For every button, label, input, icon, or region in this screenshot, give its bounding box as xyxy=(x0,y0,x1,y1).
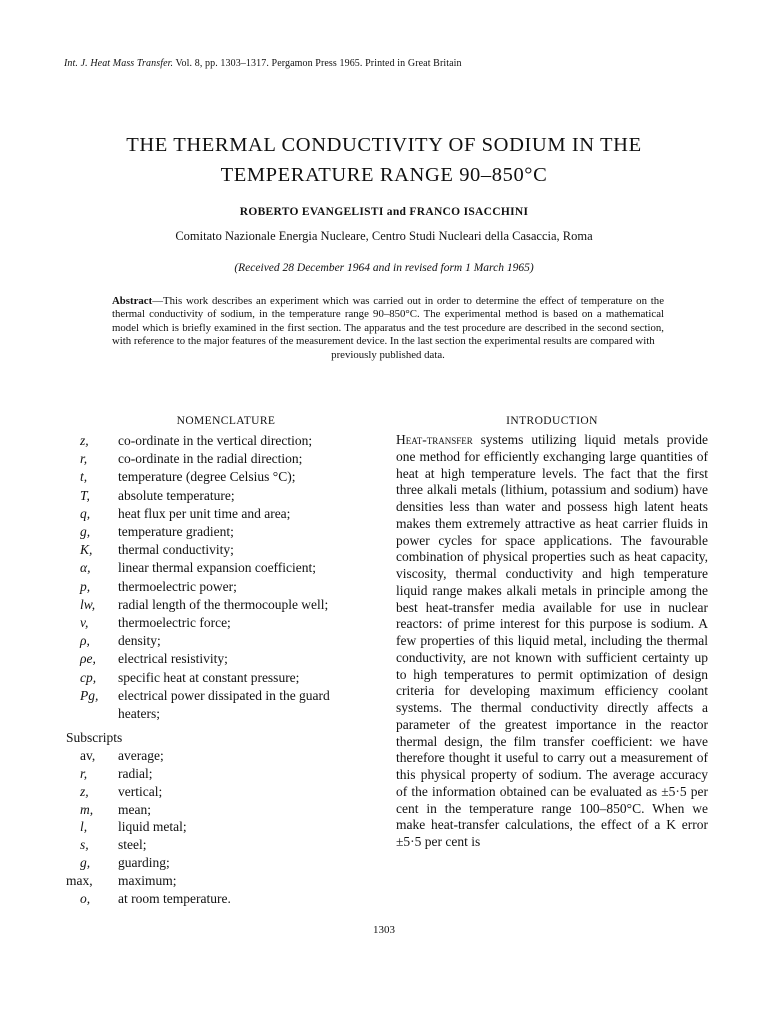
introduction-heading: INTRODUCTION xyxy=(506,415,598,427)
subscript-item xyxy=(66,872,386,890)
symbol: av, xyxy=(80,748,96,764)
definition: co-ordinate in the radial direction; xyxy=(118,451,303,467)
subscript-item xyxy=(66,890,386,908)
definition: absolute temperature; xyxy=(118,487,235,503)
definition: at room temperature. xyxy=(118,890,231,906)
symbol: t, xyxy=(80,469,88,485)
abstract-body: —This work describes an experiment which was carried out in order to determine the effect of temperature on the thermal conductivity of sodium, in the temperature range 90–850°C. The experimental method is based on a mathematical model which is briefly examined in the first section. The apparatus and the test procedure are described in the second section, with reference to the major features of the measurement device. In the last section the experimental results are compared with xyxy=(112,295,664,348)
definition: heaters; xyxy=(118,706,160,722)
introduction-lead: Heat-transfer xyxy=(396,432,473,447)
symbol: cp, xyxy=(80,669,97,685)
symbol: ρe, xyxy=(80,651,96,667)
subscript-item xyxy=(66,854,386,872)
nomenclature-item xyxy=(66,468,386,486)
nomenclature-item xyxy=(66,487,386,505)
received-date: (Received 28 December 1964 and in revised form 1 March 1965) xyxy=(234,262,534,274)
symbol: v, xyxy=(80,615,89,631)
introduction-body: systems utilizing liquid metals provide one method for efficiently exchanging large quantities of heat at high temperature levels. The fact that the first three alkali metals (lithium, potassium and sodium) have densities less than water and possess high latent heats makes them extremely attractive as heat carrier fluids in power cycles for space applications. The favourable combination of physical properties such as heat capacity, viscosity, thermal conductivity and high temperature liquid range makes alkali metals in principle among the best heat-transfer media available for use in nuclear reactors: of prime interest for this purpose is sodium. A few properties of this liquid metal, including the thermal conductivity, are not known with sufficient certainty up to high temperatures to permit optimization of design criteria for developing maximum efficiency coolant systems. The thermal conductivity directly affects a parameter of the greatest importance in the reactor thermal design, the film transfer coefficient: we have therefore thought it useful to carry out a measurement of this physical property of sodium. The average accuracy of the information obtained can be evaluated as ±5·5 per cent in the temperature range 100–850°C. When we make heat-transfer calculations, the effect of a K error ±5·5 per cent is xyxy=(396,432,708,849)
authors: ROBERTO EVANGELISTI and FRANCO ISACCHINI xyxy=(239,206,529,218)
symbol: z, xyxy=(80,783,89,799)
symbol: K, xyxy=(80,542,93,558)
definition: density; xyxy=(118,633,161,649)
citation-info: Vol. 8, pp. 1303–1317. Pergamon Press 1965. Printed in Great Britain xyxy=(175,58,462,69)
abstract-label: Abstract xyxy=(112,295,153,307)
definition: radial; xyxy=(118,766,153,782)
journal-name: Int. J. Heat Mass Transfer. xyxy=(64,58,174,69)
nomenclature-item xyxy=(66,505,386,523)
symbol: q, xyxy=(80,505,91,521)
nomenclature-list xyxy=(66,432,386,723)
definition: thermoelectric power; xyxy=(118,578,237,594)
definition: liquid metal; xyxy=(118,819,187,835)
nomenclature-item xyxy=(66,632,386,650)
nomenclature-column xyxy=(66,415,386,907)
page-number: 1303 xyxy=(373,924,395,936)
symbol: s, xyxy=(80,837,89,853)
paper-title-line-1: THE THERMAL CONDUCTIVITY OF SODIUM IN THE xyxy=(126,134,642,156)
symbol: T, xyxy=(80,487,90,503)
nomenclature-item xyxy=(66,541,386,559)
paper-title-line-2: TEMPERATURE RANGE 90–850°C xyxy=(220,164,548,186)
subscript-item xyxy=(66,818,386,836)
symbol: ρ, xyxy=(80,633,90,649)
definition: electrical resistivity; xyxy=(118,651,228,667)
nomenclature-item xyxy=(66,596,386,614)
nomenclature-item xyxy=(66,450,386,468)
nomenclature-item xyxy=(66,687,386,705)
subscript-item xyxy=(66,836,386,854)
symbol: m, xyxy=(80,801,94,817)
symbol: lw, xyxy=(80,596,96,612)
subscript-item xyxy=(66,783,386,801)
running-header xyxy=(64,58,462,69)
definition: thermoelectric force; xyxy=(118,615,231,631)
definition: temperature (degree Celsius °C); xyxy=(118,469,296,485)
symbol: Pg, xyxy=(80,687,99,703)
definition: heat flux per unit time and area; xyxy=(118,505,291,521)
symbol: r, xyxy=(80,766,88,782)
symbol xyxy=(66,705,118,723)
definition: specific heat at constant pressure; xyxy=(118,669,300,685)
subscript-item xyxy=(66,747,386,765)
introduction-text xyxy=(396,432,708,851)
symbol: l, xyxy=(80,819,88,835)
nomenclature-item xyxy=(66,432,386,450)
definition: electrical power dissipated in the guard xyxy=(118,687,330,703)
definition: mean; xyxy=(118,801,151,817)
definition: co-ordinate in the vertical direction; xyxy=(118,433,313,448)
nomenclature-heading: NOMENCLATURE xyxy=(176,415,276,427)
definition: temperature gradient; xyxy=(118,524,234,540)
subscript-item xyxy=(66,801,386,819)
subscripts-heading: Subscripts xyxy=(66,730,123,746)
definition: thermal conductivity; xyxy=(118,542,234,558)
introduction-column xyxy=(396,415,708,851)
symbol: α, xyxy=(80,560,91,576)
nomenclature-item xyxy=(66,559,386,577)
abstract-last-line: previously published data. xyxy=(331,348,445,361)
affiliation: Comitato Nazionale Energia Nucleare, Centro Studi Nucleari della Casaccia, Roma xyxy=(175,229,593,243)
nomenclature-item xyxy=(66,705,386,723)
definition: guarding; xyxy=(118,855,170,871)
symbol: g, xyxy=(80,524,91,540)
definition: linear thermal expansion coefficient; xyxy=(118,560,317,576)
symbol: z, xyxy=(80,433,89,448)
symbol: g, xyxy=(80,855,91,871)
abstract xyxy=(112,295,664,362)
nomenclature-item xyxy=(66,669,386,687)
nomenclature-item xyxy=(66,614,386,632)
definition: radial length of the thermocouple well; xyxy=(118,596,329,612)
definition: steel; xyxy=(118,837,147,853)
subscripts-list xyxy=(66,747,386,907)
symbol: r, xyxy=(80,451,88,467)
definition: vertical; xyxy=(118,783,163,799)
definition: average; xyxy=(118,748,164,764)
symbol: o, xyxy=(80,890,91,906)
symbol: p, xyxy=(80,578,91,594)
nomenclature-item xyxy=(66,578,386,596)
symbol: max, xyxy=(66,872,93,888)
definition: maximum; xyxy=(118,872,177,888)
subscript-item xyxy=(66,765,386,783)
nomenclature-item xyxy=(66,650,386,668)
nomenclature-item xyxy=(66,523,386,541)
